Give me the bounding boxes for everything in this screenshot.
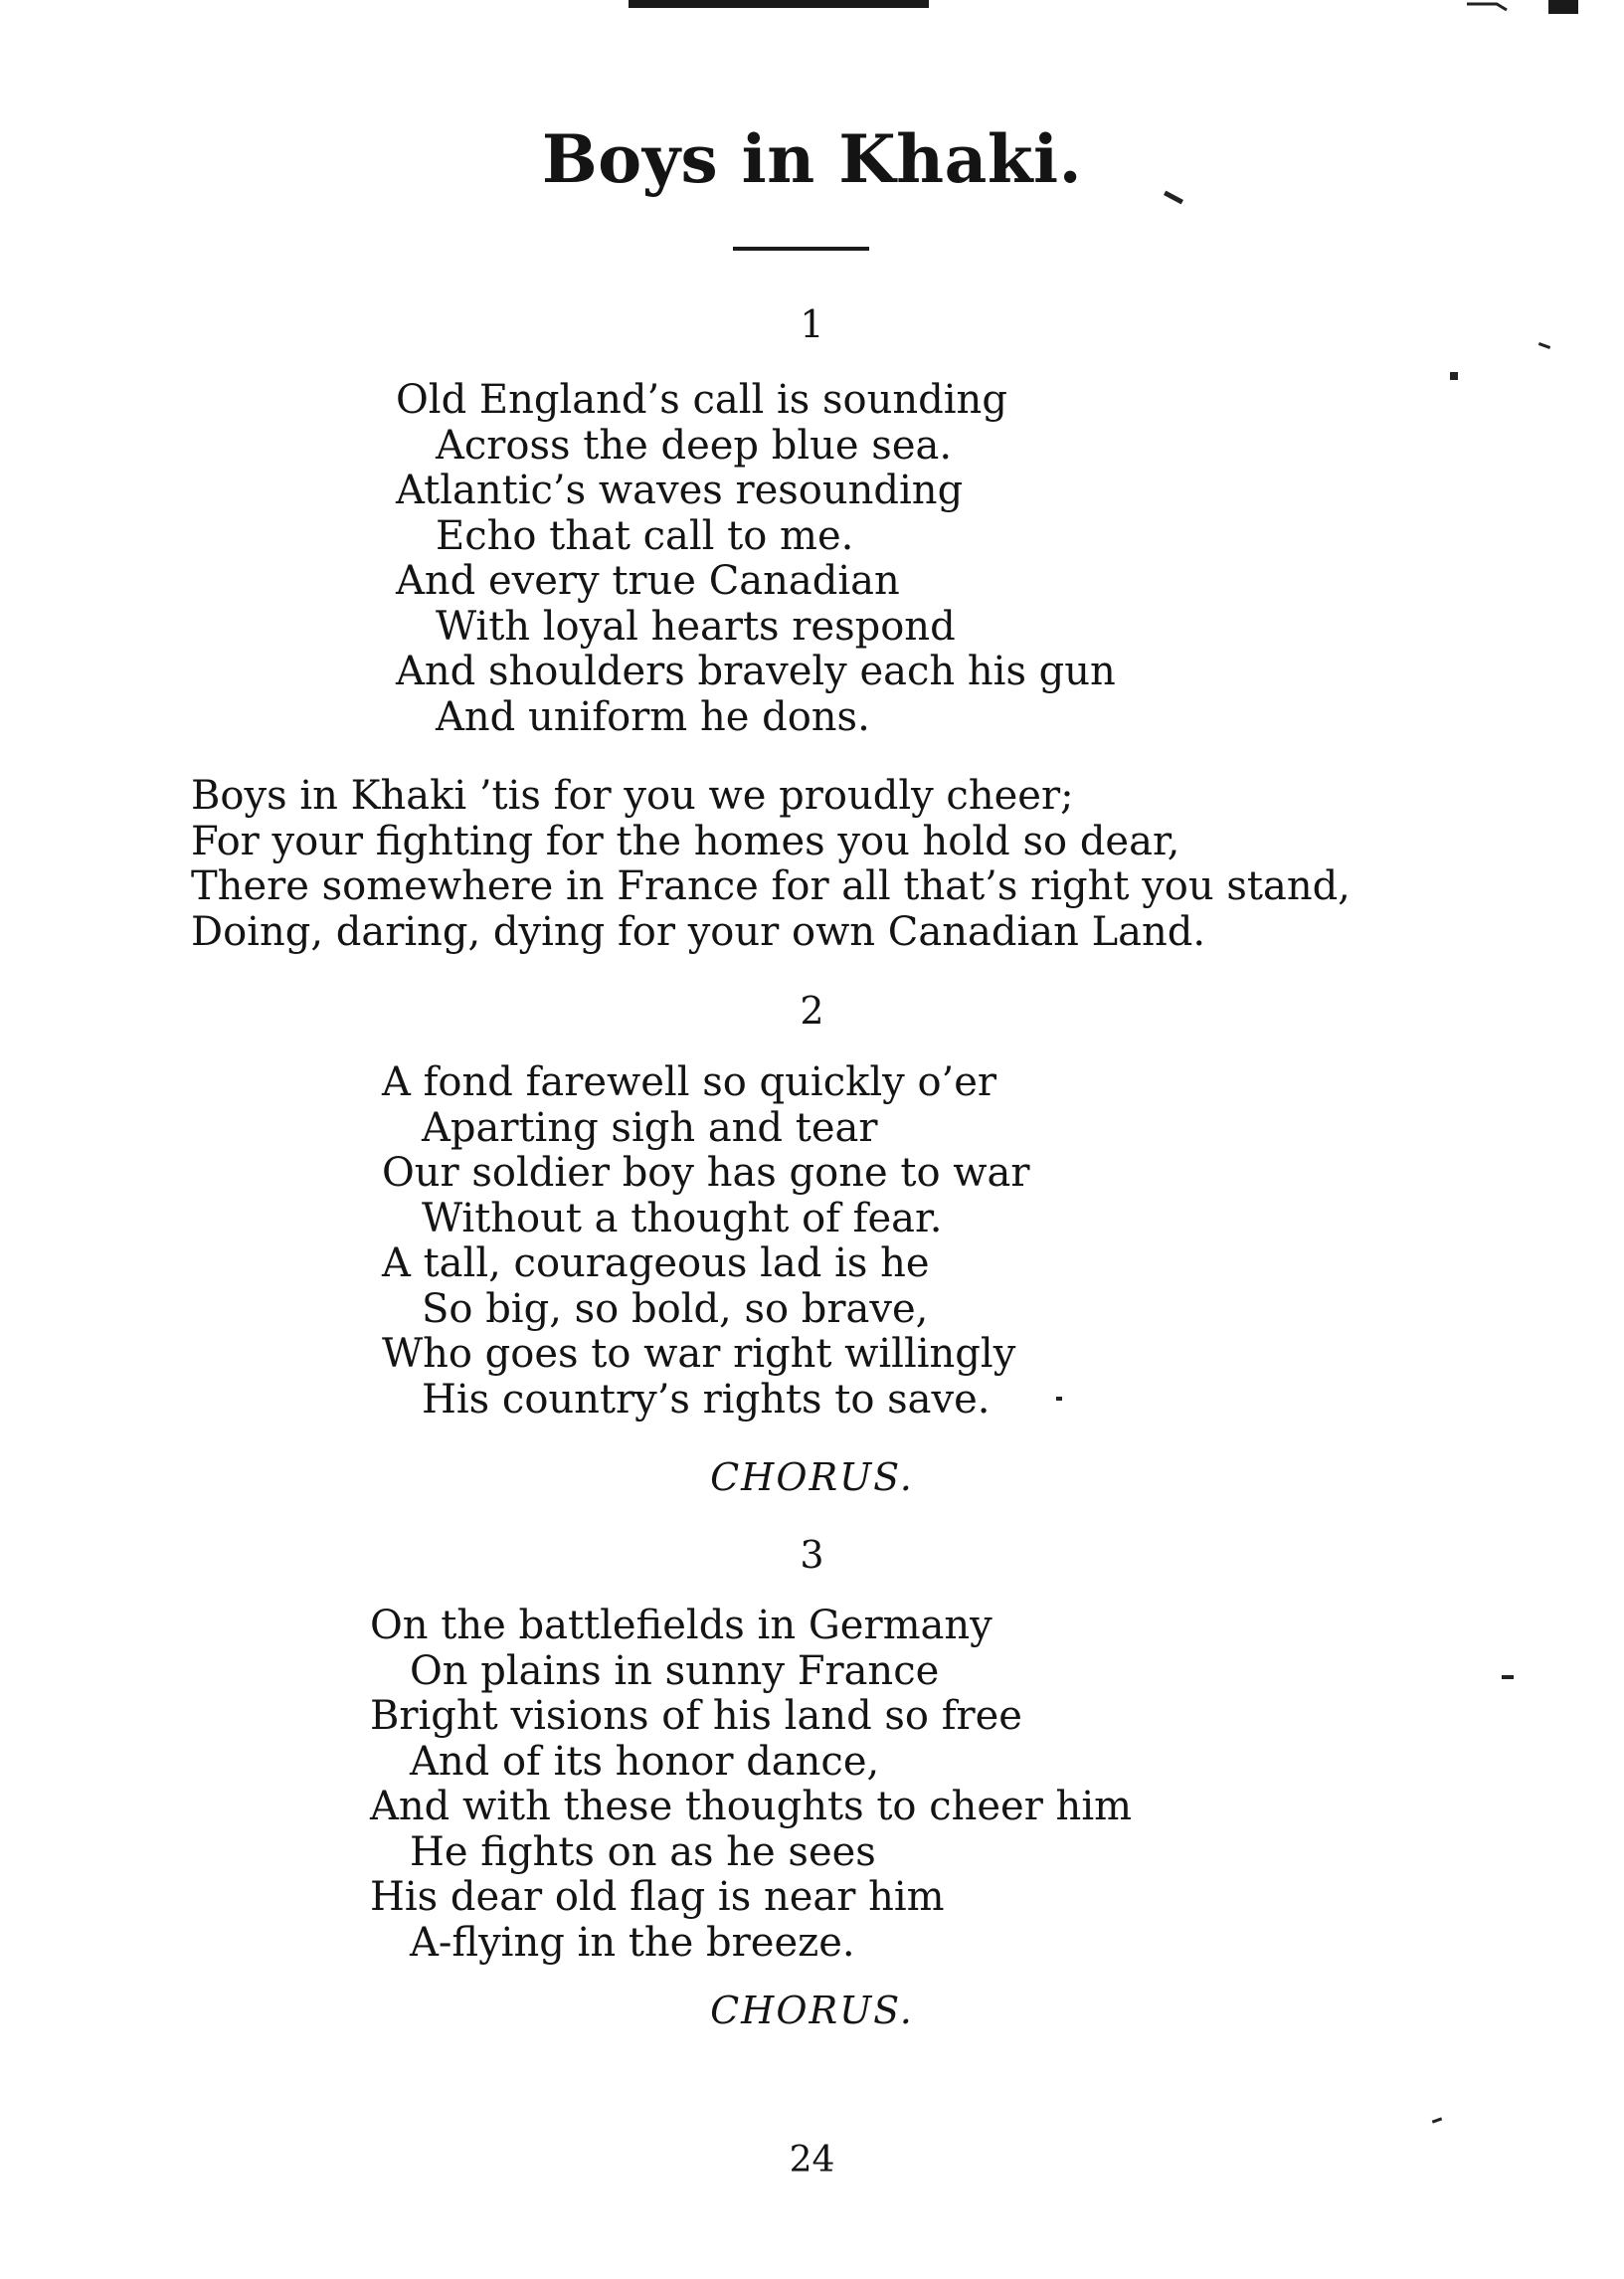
stanza-2 bbox=[382, 1060, 1029, 1423]
verse-line: Who goes to war right willingly bbox=[382, 1331, 1016, 1377]
scan-speck bbox=[1502, 1675, 1514, 1679]
verse-line: A tall, courageous lad is he bbox=[382, 1240, 930, 1286]
top-rule bbox=[629, 0, 929, 8]
verse-number-2: 2 bbox=[800, 989, 824, 1033]
chorus-line: Boys in Khaki ’tis for you we proudly cheer; bbox=[191, 773, 1074, 819]
chorus-label-1: CHORUS. bbox=[710, 1455, 914, 1499]
verse-number-1: 1 bbox=[800, 302, 824, 346]
verse-line: And of its honor dance, bbox=[410, 1738, 880, 1785]
stanza-1 bbox=[396, 378, 1116, 740]
verse-line: Across the deep blue sea. bbox=[436, 422, 953, 469]
verse-line: Our soldier boy has gone to war bbox=[382, 1150, 1030, 1196]
poem-title: Boys in Khaki. bbox=[541, 120, 1083, 198]
verse-line: A fond farewell so quickly o’er bbox=[382, 1059, 997, 1105]
chorus-stanza bbox=[191, 774, 1351, 955]
scan-speck bbox=[1450, 372, 1458, 380]
corner-mark bbox=[1467, 0, 1586, 16]
verse-line: On the battlefields in Germany bbox=[370, 1603, 992, 1648]
verse-line: Old England’s call is sounding bbox=[396, 377, 1007, 423]
verse-line: Bright visions of his land so free bbox=[370, 1693, 1022, 1739]
verse-line: And with these thoughts to cheer him bbox=[370, 1784, 1133, 1829]
page-number: 24 bbox=[789, 2140, 835, 2181]
verse-line: Atlantic’s waves resounding bbox=[396, 468, 964, 513]
scan-speck bbox=[1056, 1397, 1062, 1401]
verse-number-3: 3 bbox=[800, 1533, 824, 1577]
verse-line: And uniform he dons. bbox=[436, 693, 870, 740]
verse-line: And shoulders bravely each his gun bbox=[396, 649, 1116, 694]
verse-line: Echo that call to me. bbox=[436, 512, 854, 559]
verse-line: So big, so bold, so brave, bbox=[422, 1285, 929, 1332]
verse-line: And every true Canadian bbox=[396, 558, 900, 604]
verse-line: His country’s rights to save. bbox=[422, 1376, 991, 1423]
verse-line: Without a thought of fear. bbox=[422, 1195, 943, 1241]
verse-line: He fights on as he sees bbox=[410, 1828, 876, 1875]
stanza-3 bbox=[370, 1604, 1132, 1966]
scan-speck bbox=[1432, 2117, 1442, 2123]
verse-line: A-flying in the breeze. bbox=[410, 1919, 855, 1966]
title-divider bbox=[733, 247, 869, 251]
verse-line: His dear old flag is near him bbox=[370, 1874, 945, 1920]
chorus-label-2: CHORUS. bbox=[710, 1989, 914, 2032]
verse-line: On plains in sunny France bbox=[410, 1647, 940, 1694]
chorus-line: There somewhere in France for all that’s right you stand, bbox=[191, 863, 1351, 909]
chorus-line: For your fighting for the homes you hold so dear, bbox=[191, 818, 1180, 864]
chorus-line: Doing, daring, dying for your own Canadian Land. bbox=[191, 908, 1206, 955]
verse-line: Aparting sigh and tear bbox=[422, 1104, 878, 1151]
verse-line: With loyal hearts respond bbox=[436, 603, 956, 650]
